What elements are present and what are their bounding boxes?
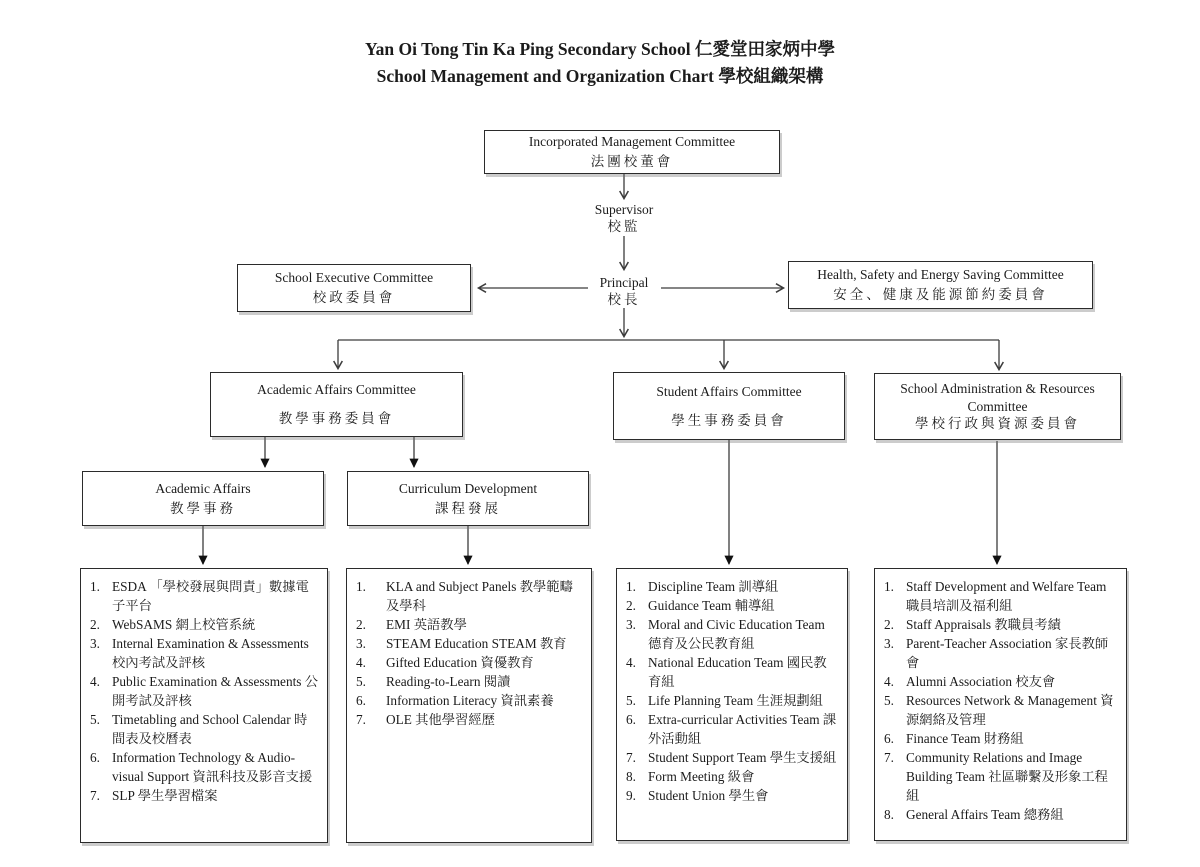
list-item [881,634,1120,672]
list-item [87,672,321,710]
academic-affairs-list [80,568,328,843]
list-item [623,596,841,615]
list-item-text: Reading-to-Learn 閱讀 [386,674,511,689]
list-item [623,691,841,710]
academic-affairs-box [82,471,324,526]
list-item [87,710,321,748]
list-item-text: WebSAMS 網上校管系統 [112,617,256,632]
list-item [881,577,1120,615]
student-affairs-list [616,568,848,841]
list-item [881,672,1120,691]
list-item-text: Guidance Team 輔導組 [648,598,775,613]
list-item-text: Discipline Team 訓導組 [648,579,779,594]
list-item [87,748,321,786]
list-item [87,786,321,805]
list-item [623,653,841,691]
curriculum-development-list [346,568,592,843]
list-item-number: 6. [90,750,100,765]
list-item-number: 7. [356,712,366,727]
supervisor-label-en: Supervisor [594,202,654,217]
school-admin-committee-label-zh: 學校行政與資源委員會 [915,416,1080,432]
imc-label-zh: 法團校董會 [590,154,674,169]
school-admin-resources-list [874,568,1127,841]
student-affairs-committee-box [613,372,845,440]
list-item [623,577,841,596]
incorporated-management-committee-box [484,130,780,174]
school-admin-committee-label-en1: School Administration & Resources [900,381,1095,397]
page-title-line1: Yan Oi Tong Tin Ka Ping Secondary School 仁愛堂田家炳中學 [364,39,835,59]
list-item-number: 1. [356,579,366,594]
list-item [87,577,321,615]
list-item-number: 5. [356,674,366,689]
list-item-text: Information Literacy 資訊素養 [386,693,554,708]
list-item-number: 7. [884,750,894,765]
principal-label-en: Principal [599,275,649,290]
list-item-number: 2. [356,617,366,632]
student-affairs-committee-label-en: Student Affairs Committee [656,383,802,399]
list-item-text: Form Meeting 級會 [648,769,755,784]
list-item-number: 6. [356,693,366,708]
list-item-text: Student Union 學生會 [648,788,769,803]
list-item [87,615,321,634]
list-item [623,615,841,653]
list-item-text: KLA and Subject Panels 教學範疇及學科 [386,579,573,613]
list-item-number: 9. [626,788,636,803]
list-item-number: 2. [90,617,100,632]
list-item-text: Student Support Team 學生支援組 [648,750,837,765]
list-item [623,786,841,805]
health-safety-label-en: Health, Safety and Energy Saving Committee [817,267,1064,282]
list-item-number: 7. [626,750,636,765]
list-item-text: Staff Appraisals 教職員考績 [906,617,1061,632]
list-item [881,615,1120,634]
school-admin-committee-label-en2: Committee [967,398,1028,414]
list-item [623,767,841,786]
list-item [353,672,585,691]
list-item-number: 6. [884,731,894,746]
list-item-number: 4. [356,655,366,670]
list-item [353,691,585,710]
supervisor-label-zh: 校監 [607,219,641,234]
list-item-text: ESDA 「學校發展與問責」數據電子平台 [112,579,309,613]
curriculum-development-label-zh: 課程發展 [435,500,501,516]
imc-label-en: Incorporated Management Committee [528,134,736,149]
list-item-text: STEAM Education STEAM 教育 [386,636,567,651]
principal-label-zh: 校長 [607,292,641,307]
list-item [353,615,585,634]
list-item [881,805,1120,824]
list-item-number: 1. [626,579,636,594]
list-item-number: 6. [626,712,636,727]
list-item-text: National Education Team 國民教育組 [648,655,827,689]
school-executive-label-zh: 校政委員會 [312,290,396,305]
list-item-text: Internal Examination & Assessments 校內考試及評核 [112,636,309,670]
list-item [881,729,1120,748]
list-item-text: Staff Development and Welfare Team 職員培訓及福利組 [906,579,1107,613]
list-item [353,577,585,615]
list-item-text: Community Relations and Image Building Team 社區聯繫及形象工程組 [906,750,1108,803]
list-item [881,748,1120,805]
list-item-text: OLE 其他學習經歷 [386,712,495,727]
list-item-number: 3. [884,636,894,651]
list-item-text: Alumni Association 校友會 [906,674,1056,689]
list-item-text: Life Planning Team 生涯規劃組 [648,693,823,708]
list-item-text: Finance Team 財務組 [906,731,1024,746]
list-item-number: 5. [90,712,100,727]
list-item [623,748,841,767]
list-item-text: Timetabling and School Calendar 時間表及校曆表 [112,712,308,746]
list-item-number: 5. [884,693,894,708]
list-item-text: Moral and Civic Education Team 德育及公民教育組 [648,617,825,651]
list-item [623,710,841,748]
list-item [353,653,585,672]
student-affairs-committee-label-zh: 學生事務委員會 [671,412,787,428]
list-item-number: 3. [90,636,100,651]
academic-affairs-committee-box [210,372,463,437]
list-item [881,691,1120,729]
list-item-text: Extra-curricular Activities Team 課外活動組 [648,712,837,746]
list-item-text: SLP 學生學習檔案 [112,788,218,803]
list-item-number: 1. [90,579,100,594]
list-item-number: 3. [626,617,636,632]
list-item-text: Resources Network & Management 資源網絡及管理 [906,693,1114,727]
school-admin-resources-committee-box [874,373,1121,440]
academic-affairs-label-en: Academic Affairs [155,480,251,496]
list-item [87,634,321,672]
health-safety-committee-box [788,261,1093,309]
list-item-number: 8. [884,807,894,822]
academic-affairs-committee-label-zh: 教學事務委員會 [278,411,395,426]
list-item [353,710,585,729]
list-item-number: 4. [626,655,636,670]
list-item-text: Gifted Education 資優教育 [386,655,534,670]
school-executive-committee-box [237,264,471,312]
academic-affairs-committee-label-en: Academic Affairs Committee [257,382,416,397]
list-item-number: 1. [884,579,894,594]
curriculum-development-box [347,471,589,526]
page-title-line2: School Management and Organization Chart 學校組織架構 [376,66,824,86]
list-item-number: 8. [626,769,636,784]
list-item-number: 4. [90,674,100,689]
list-item-number: 2. [626,598,636,613]
list-item [353,634,585,653]
list-item-number: 3. [356,636,366,651]
principal-label [549,274,699,308]
school-executive-label-en: School Executive Committee [274,270,434,285]
academic-affairs-label-zh: 教學事務 [170,500,236,516]
list-item-number: 2. [884,617,894,632]
list-item-text: Parent-Teacher Association 家長教師會 [906,636,1109,670]
list-item-text: Public Examination & Assessments 公開考試及評核 [112,674,319,708]
health-safety-label-zh: 安全、健康及能源節約委員會 [833,287,1048,302]
list-item-number: 5. [626,693,636,708]
list-item-text: Information Technology & Audio-visual Support 資訊科技及影音支援 [112,750,313,784]
curriculum-development-label-en: Curriculum Development [398,480,538,496]
supervisor-label [549,201,699,235]
list-item-text: General Affairs Team 總務組 [906,807,1064,822]
list-item-number: 7. [90,788,100,803]
list-item-number: 4. [884,674,894,689]
list-item-text: EMI 英語教學 [386,617,467,632]
